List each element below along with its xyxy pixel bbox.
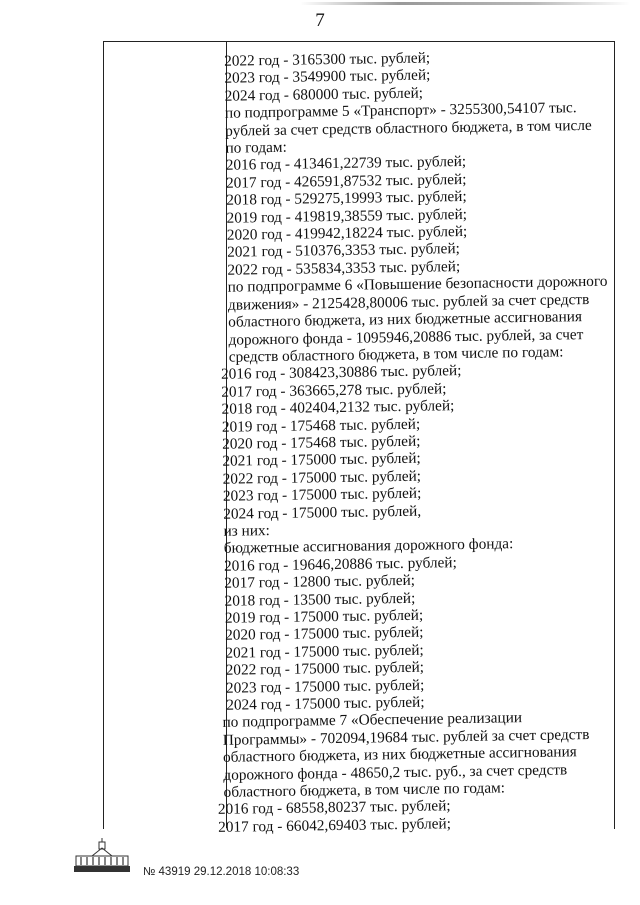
text-line: по годам: — [225, 138, 287, 157]
registration-stamp: № 43919 29.12.2018 10:08:33 — [143, 866, 300, 878]
text-line: 2024 год - 680000 тыс. рублей; — [224, 84, 424, 105]
text-line: 2016 год - 68558,80237 тыс. рублей; — [217, 797, 451, 819]
text-line: рублей за счет средств областного бюджета, в том числе — [225, 116, 592, 140]
text-line: 2021 год - 175000 тыс. рублей; — [222, 450, 421, 471]
text-line: 2024 год - 175000 тыс. рублей; — [226, 693, 425, 714]
text-line: 2020 год - 419942,18224 тыс. рублей; — [226, 222, 468, 244]
text-line: по подпрограмме 6 «Повышение безопасности дорожного — [227, 273, 608, 296]
text-line: бюджетные ассигнования дорожного фонда: — [223, 535, 514, 558]
text-line: областного бюджета, из них бюджетные ассигнования — [228, 308, 583, 331]
text-line: 2022 год - 3165300 тыс. рублей; — [223, 49, 431, 70]
text-line: 2018 год - 529275,19993 тыс. рублей; — [226, 188, 467, 209]
funding-text-column — [206, 47, 618, 836]
text-line: 2023 год - 175000 тыс. рублей; — [222, 484, 422, 505]
text-line: 2019 год - 175000 тыс. рублей; — [224, 606, 424, 627]
text-line: 2020 год - 175468 тыс. рублей; — [222, 432, 421, 453]
text-line: областного бюджета, в том числе по годам: — [223, 779, 506, 801]
text-line: 2016 год - 19646,20886 тыс. рублей; — [223, 553, 457, 575]
text-line: дорожного фонда - 48650,2 тыс. руб., за счет средств — [223, 761, 568, 784]
text-line: 2018 год - 402404,2132 тыс. рублей; — [221, 397, 455, 418]
text-line: 2020 год - 175000 тыс. рублей; — [225, 624, 424, 645]
text-line: 2016 год - 308423,30886 тыс. рублей; — [220, 362, 462, 384]
text-line: из них: — [223, 522, 270, 540]
text-line: 2018 год - 13500 тыс. рублей; — [224, 589, 416, 610]
text-line: 2021 год - 175000 тыс. рублей; — [225, 641, 424, 662]
text-line: 2022 год - 535834,3353 тыс. рублей; — [227, 257, 461, 279]
text-line: 2022 год - 175000 тыс. рублей; — [222, 467, 422, 488]
text-line: 2017 год - 363665,278 тыс. рублей; — [221, 379, 447, 401]
page-number: 7 — [315, 10, 325, 31]
text-line: Программы» - 702094,19684 тыс. рублей за счет средств — [222, 725, 590, 749]
text-line: областного бюджета, из них бюджетные ассигнования — [222, 743, 577, 767]
text-line: по подпрограмме 7 «Обеспечение реализации — [222, 709, 523, 732]
text-line: 2017 год - 12800 тыс. рублей; — [224, 571, 416, 592]
text-line: 2023 год - 3549900 тыс. рублей; — [224, 66, 431, 88]
text-line: движения» - 2125428,80006 тыс. рублей за счет средств — [227, 290, 590, 314]
text-line: 2016 год - 413461,22739 тыс. рублей; — [225, 153, 467, 175]
text-line: 2017 год - 66042,69403 тыс. рублей; — [218, 815, 452, 836]
text-line: дорожного фонда - 1095946,20886 тыс. рублей, за счет — [228, 325, 584, 349]
text-line: средств областного бюджета, в том числе по годам: — [228, 343, 564, 366]
text-line: 2017 год - 426591,87532 тыс. рублей; — [225, 170, 467, 192]
scan-top-edge — [300, 2, 630, 5]
text-line: 2021 год - 510376,3353 тыс. рублей; — [227, 240, 460, 262]
text-line: по подпрограмме 5 «Транспорт» - 3255300,54107 тыс. — [224, 99, 577, 122]
text-line: 2019 год - 419819,38559 тыс. рублей; — [226, 205, 468, 227]
text-line: 2024 год - 175000 тыс. рублей, — [223, 502, 422, 523]
text-line: 2022 год - 175000 тыс. рублей; — [225, 658, 425, 679]
government-building-logo — [72, 838, 132, 874]
text-line: 2019 год - 175468 тыс. рублей; — [221, 415, 421, 436]
text-line: 2023 год - 175000 тыс. рублей; — [225, 676, 425, 697]
